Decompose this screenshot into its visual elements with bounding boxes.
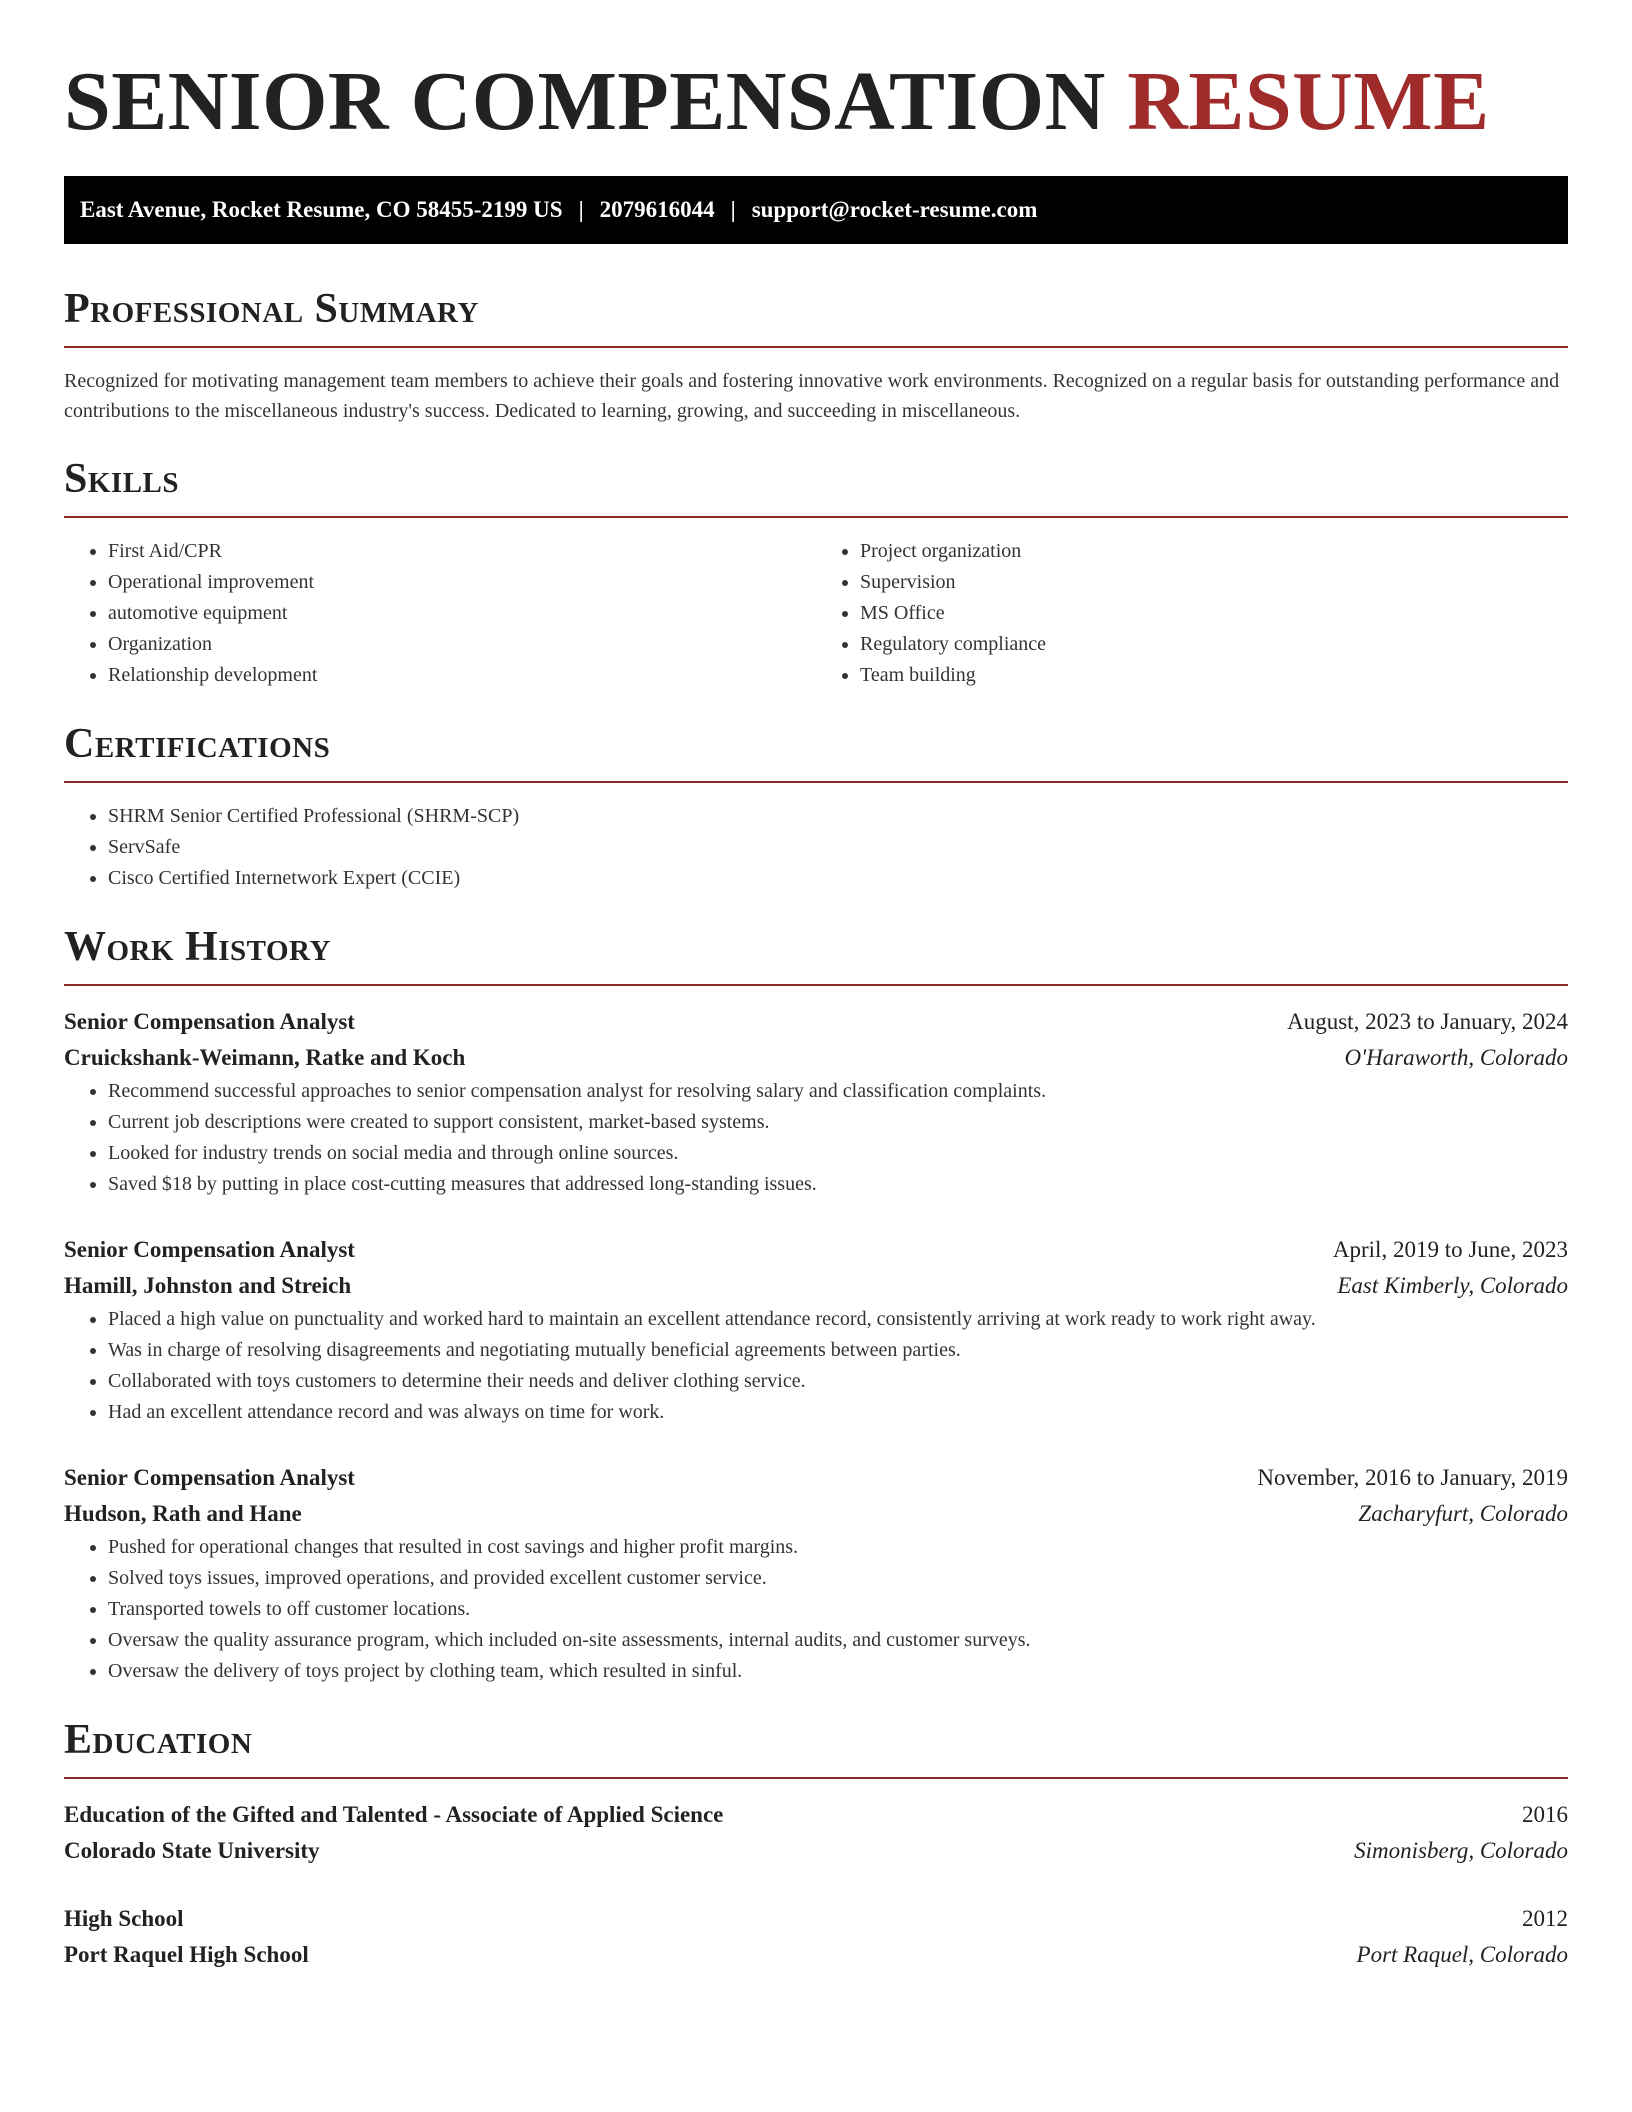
education-school-row: [64, 1833, 1568, 1869]
contact-email[interactable]: support@rocket-resume.com: [751, 197, 1038, 222]
education-location: Simonisberg, Colorado: [1354, 1838, 1568, 1863]
job-entry: [64, 1004, 1568, 1200]
job-company-row: [64, 1268, 1568, 1304]
contact-address: East Avenue, Rocket Resume, CO 58455-2199 US: [80, 197, 563, 222]
skills-left-list: [64, 536, 816, 691]
job-location: O'Haraworth, Colorado: [1344, 1045, 1568, 1070]
section-heading-skills: Skills: [64, 454, 1568, 518]
job-bullet: • Solved toys issues, improved operations, and provided excellent customer service.: [108, 1563, 1568, 1594]
job-title: Senior Compensation Analyst: [64, 1237, 355, 1262]
job-company-row: [64, 1040, 1568, 1076]
job-company-row: [64, 1496, 1568, 1532]
certifications-list: [64, 801, 1568, 894]
education-degree: High School: [64, 1906, 184, 1931]
job-company: Cruickshank-Weimann, Ratke and Koch: [64, 1045, 466, 1070]
contact-phone: 2079616044: [599, 197, 715, 222]
job-dates: August, 2023 to January, 2024: [1287, 1009, 1568, 1034]
education-section: [64, 1715, 1568, 1973]
job-company: Hamill, Johnston and Streich: [64, 1273, 352, 1298]
job-company: Hudson, Rath and Hane: [64, 1501, 302, 1526]
education-entry: [64, 1901, 1568, 1973]
skill-item: • Operational improvement: [108, 567, 816, 598]
resume-title: [64, 52, 1568, 152]
skill-item: • Project organization: [860, 536, 1568, 567]
job-title: Senior Compensation Analyst: [64, 1009, 355, 1034]
summary-section: [64, 284, 1568, 426]
title-main: SENIOR COMPENSATION: [64, 55, 1106, 148]
education-school: Port Raquel High School: [64, 1942, 309, 1967]
job-bullet: • Collaborated with toys customers to determine their needs and deliver clothing service.: [108, 1366, 1568, 1397]
skill-item: • Team building: [860, 660, 1568, 691]
job-bullets: [64, 1076, 1568, 1200]
job-title-row: [64, 1460, 1568, 1496]
education-degree-row: [64, 1901, 1568, 1937]
job-bullet: • Pushed for operational changes that resulted in cost savings and higher profit margins.: [108, 1532, 1568, 1563]
education-school: Colorado State University: [64, 1838, 320, 1863]
job-title: Senior Compensation Analyst: [64, 1465, 355, 1490]
education-school-row: [64, 1937, 1568, 1973]
title-accent: RESUME: [1127, 55, 1490, 148]
certification-item: • SHRM Senior Certified Professional (SHRM-SCP): [108, 801, 1568, 832]
job-location: Zacharyfurt, Colorado: [1358, 1501, 1568, 1526]
job-bullet: • Recommend successful approaches to senior compensation analyst for resolving salary and classification complaints.: [108, 1076, 1568, 1107]
contact-separator: |: [730, 197, 736, 222]
skill-item: • Organization: [108, 629, 816, 660]
work-history-section: [64, 922, 1568, 1687]
education-degree: Education of the Gifted and Talented - Associate of Applied Science: [64, 1802, 724, 1827]
job-bullets: [64, 1304, 1568, 1428]
job-bullet: • Oversaw the delivery of toys project by clothing team, which resulted in sinful.: [108, 1656, 1568, 1687]
section-heading-education: Education: [64, 1715, 1568, 1779]
certification-item: • ServSafe: [108, 832, 1568, 863]
job-bullet: • Current job descriptions were created to support consistent, market-based systems.: [108, 1107, 1568, 1138]
education-location: Port Raquel, Colorado: [1356, 1942, 1568, 1967]
certification-item: • Cisco Certified Internetwork Expert (CCIE): [108, 863, 1568, 894]
education-entry: [64, 1797, 1568, 1869]
contact-separator: |: [578, 197, 584, 222]
skill-item: • automotive equipment: [108, 598, 816, 629]
section-heading-work-history: Work History: [64, 922, 1568, 986]
job-title-row: [64, 1004, 1568, 1040]
job-bullet: • Saved $18 by putting in place cost-cutting measures that addressed long-standing issues.: [108, 1169, 1568, 1200]
education-year: 2012: [1522, 1906, 1568, 1931]
job-bullet: • Oversaw the quality assurance program, which included on-site assessments, internal audits, and customer surveys.: [108, 1625, 1568, 1656]
job-entry: [64, 1232, 1568, 1428]
skill-item: • Supervision: [860, 567, 1568, 598]
job-bullet: • Placed a high value on punctuality and worked hard to maintain an excellent attendance record, consistently arriving at work ready to work right away.: [108, 1304, 1568, 1335]
skill-item: • Relationship development: [108, 660, 816, 691]
job-bullets: [64, 1532, 1568, 1687]
skills-columns: [64, 536, 1568, 691]
summary-text: Recognized for motivating management team members to achieve their goals and fostering innovative work environments. Recognized on a regular basis for outstanding performance and contributions to the miscellaneous industry's success. Dedicated to learning, growing, and succeeding in miscellaneous.: [64, 370, 1560, 422]
skills-section: [64, 454, 1568, 691]
section-heading-summary: Professional Summary: [64, 284, 1568, 348]
job-entry: [64, 1460, 1568, 1687]
job-dates: November, 2016 to January, 2019: [1257, 1465, 1568, 1490]
section-heading-certifications: Certifications: [64, 719, 1568, 783]
job-dates: April, 2019 to June, 2023: [1332, 1237, 1568, 1262]
job-title-row: [64, 1232, 1568, 1268]
job-location: East Kimberly, Colorado: [1337, 1273, 1568, 1298]
education-year: 2016: [1522, 1802, 1568, 1827]
skill-item: • MS Office: [860, 598, 1568, 629]
skill-item: • Regulatory compliance: [860, 629, 1568, 660]
certifications-section: [64, 719, 1568, 894]
job-bullet: • Transported towels to off customer locations.: [108, 1594, 1568, 1625]
contact-bar: [64, 176, 1568, 244]
education-degree-row: [64, 1797, 1568, 1833]
job-bullet: • Looked for industry trends on social media and through online sources.: [108, 1138, 1568, 1169]
skill-item: • First Aid/CPR: [108, 536, 816, 567]
skills-right-list: [816, 536, 1568, 691]
job-bullet: • Was in charge of resolving disagreements and negotiating mutually beneficial agreements between parties.: [108, 1335, 1568, 1366]
job-bullet: • Had an excellent attendance record and was always on time for work.: [108, 1397, 1568, 1428]
